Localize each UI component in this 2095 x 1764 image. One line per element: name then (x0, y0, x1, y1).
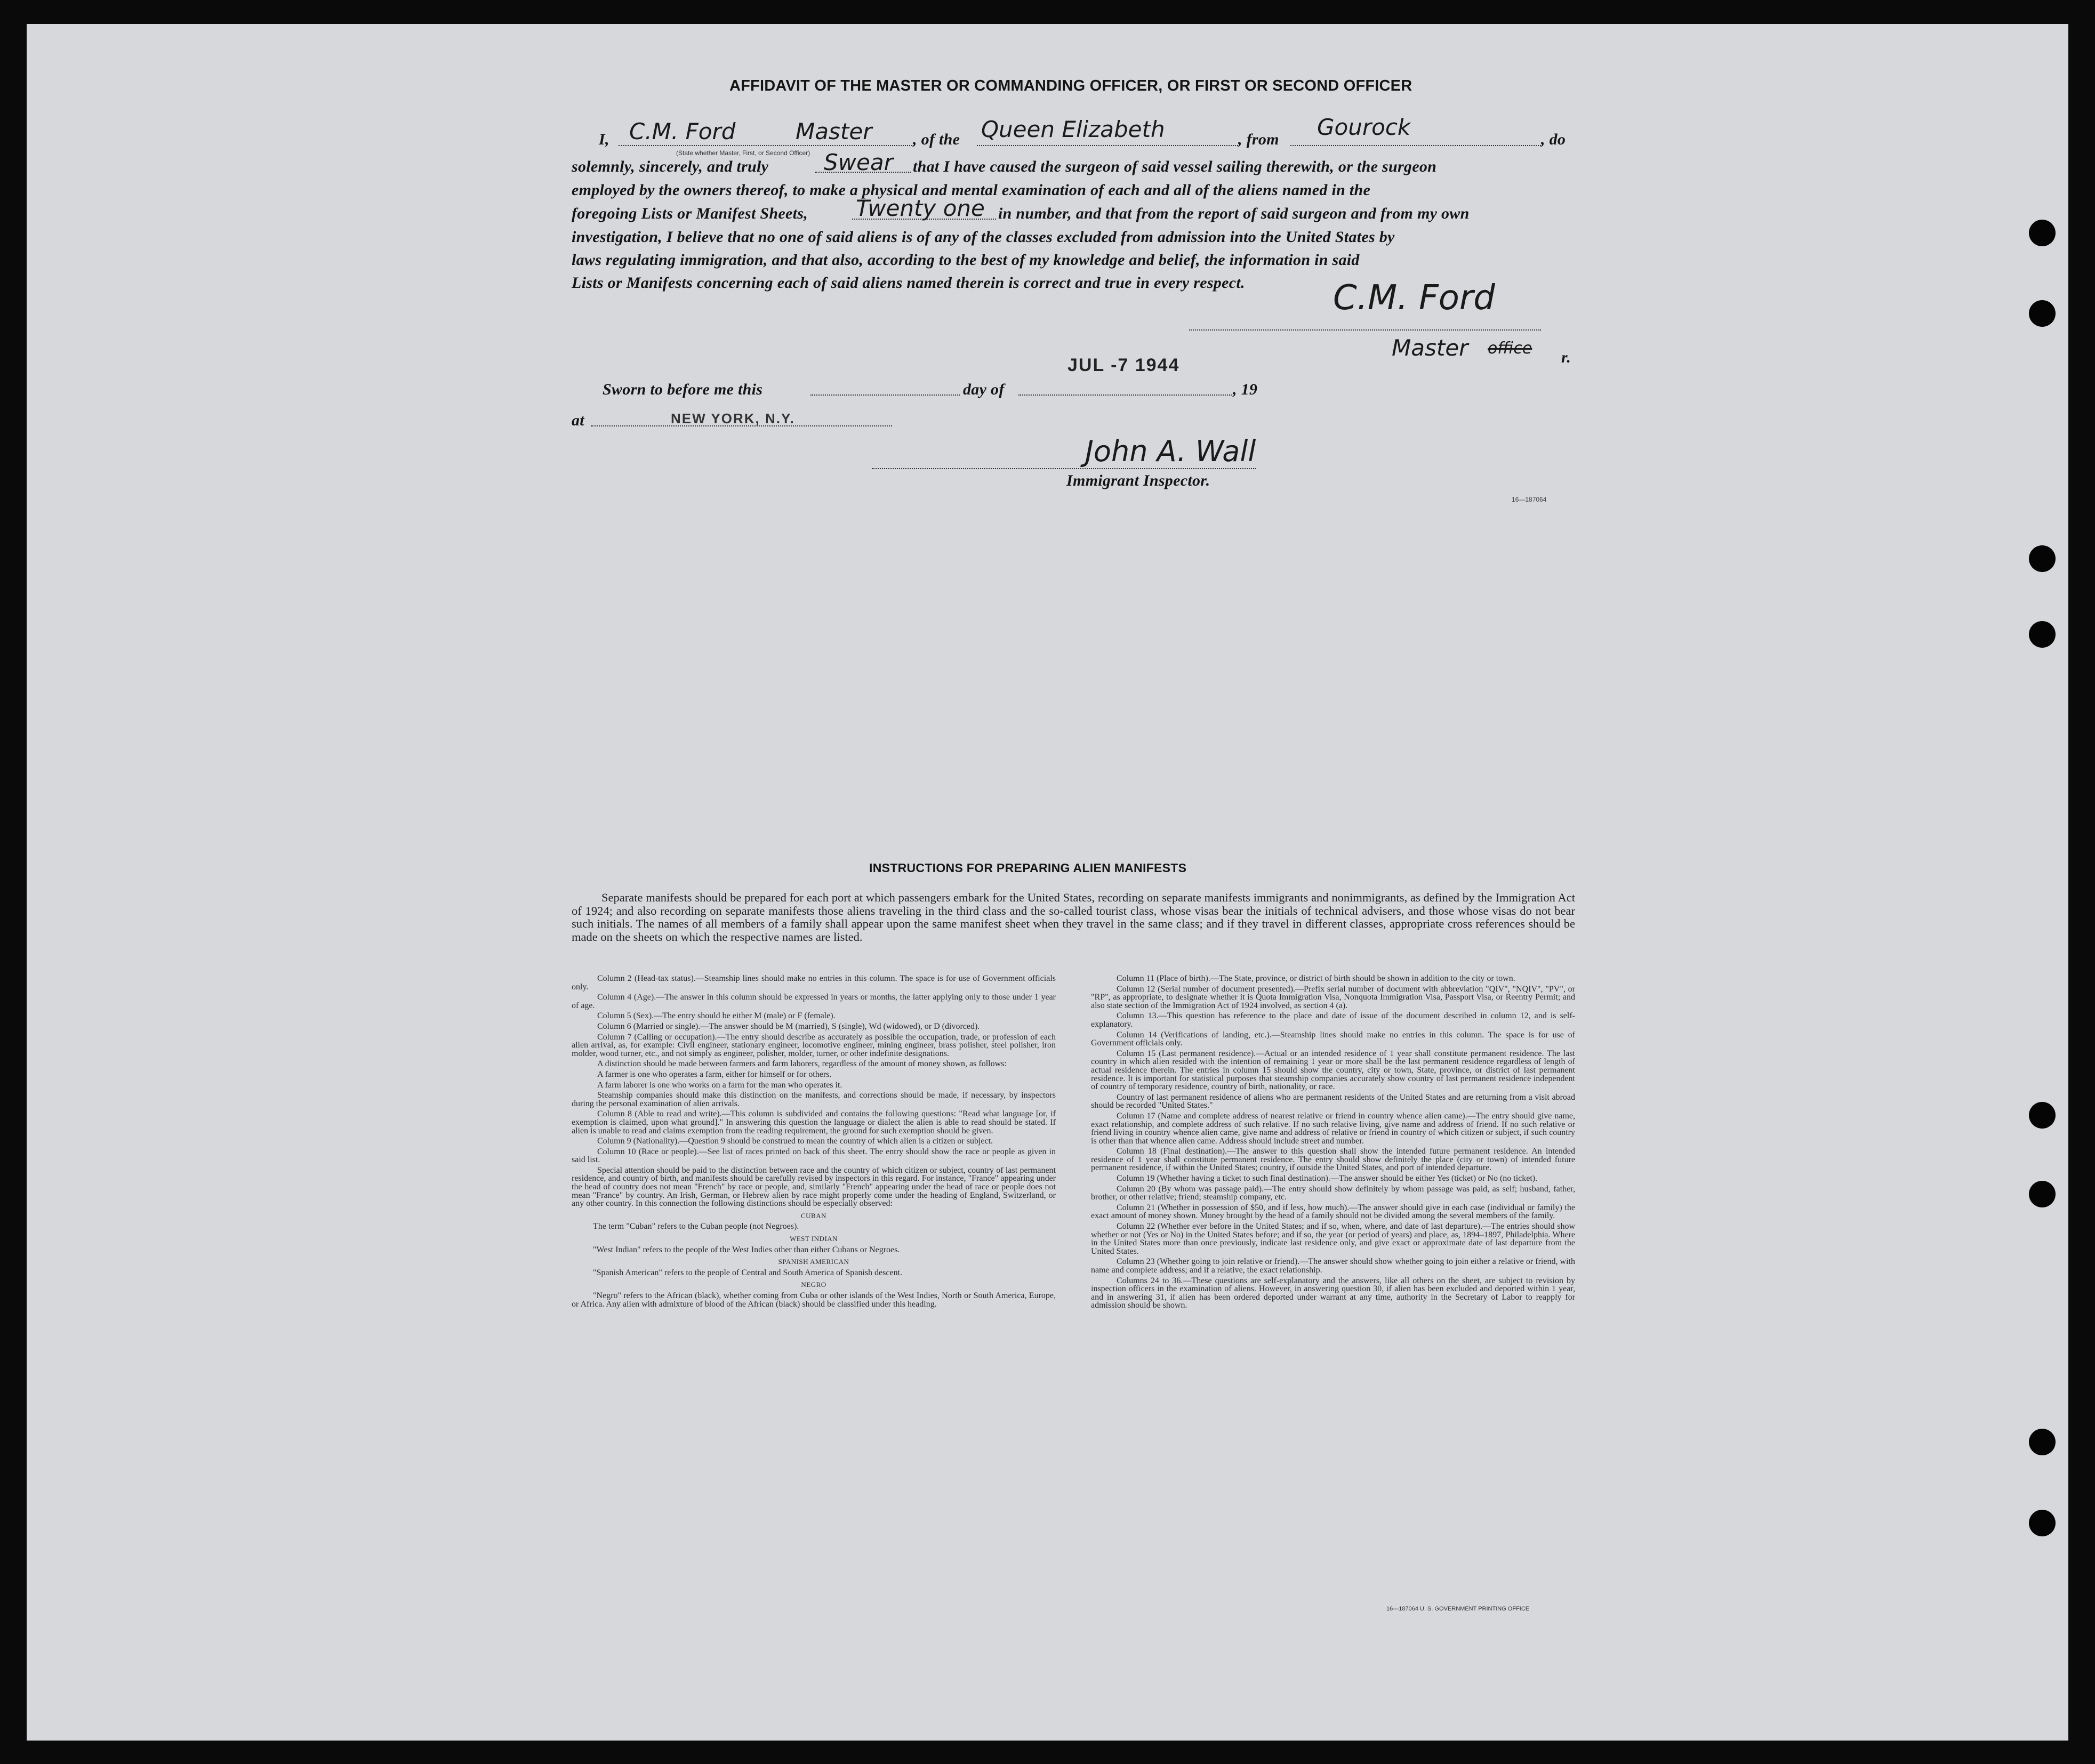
binder-hole (2029, 1181, 2056, 1207)
instruction-paragraph: Column 12 (Serial number of document presented).—Prefix serial number of document with abbreviation "QIV", "NQIV", "PV", or "RP", as appropriate, to designate whether it is Quota Immigration Visa, Nonquota Immigration Visa, Passport Visa, or Reentry Permit; and also state section of the Immigration Act of 1924 involved, as section 4 (a). (1091, 984, 1575, 1010)
race-heading: NEGRO (801, 1280, 826, 1289)
master-title-handwritten: Master (1392, 335, 1468, 361)
instruction-paragraph: Column 8 (Able to read and write).—This column is subdivided and contains the following questions: "Read what language [or, if exemption is claimed, upon what ground]." In answering this question the language or dialect the alien is able to read should be stated. If alien is unable to read and claims exemption from the reading requirement, the ground for such exemption should be given. (572, 1109, 1056, 1135)
instruction-paragraph: Column 17 (Name and complete address of nearest relative or friend in country whence alien came).—The entry should give name, exact relationship, and complete address of such relative. If no such relative living, give name and address of friend. If no such relative or friend living in country whence alien came, give name and address of relative or friend in country of which citizen or subject, if such country is other than that whence alien came. Address should include street and number. (1091, 1111, 1575, 1146)
affidavit-do-text: , do (1541, 131, 1566, 148)
instruction-paragraph: Columns 24 to 36.—These questions are self-explanatory and the answers, like all others on the sheet, are subject to revision by inspection officers in the examination of aliens. However, in answering question 30, if alien has been excluded and deported within 1 year, and in answering 31, if alien has been ordered deported under warrant at any time, authority in the Secretary of Labor to reapply for admission should be shown. (1091, 1276, 1575, 1310)
instructions-right-column (1091, 974, 1575, 1614)
affidavit-line5: investigation, I believe that no one of said aliens is of any of the classes excluded from admission into the United States by (572, 228, 1395, 246)
master-signature: C.M. Ford (1333, 278, 1495, 318)
instruction-paragraph: Column 6 (Married or single).—The answer should be M (married), S (single), Wd (widowed), or D (divorced). (597, 1021, 980, 1031)
oath-handwritten: Swear (824, 149, 893, 175)
signature-rule (1189, 329, 1541, 331)
sheets-handwritten: Twenty one (856, 195, 985, 221)
binder-hole (2029, 300, 2056, 327)
instruction-paragraph: A farmer is one who operates a farm, either for himself or for others. (597, 1069, 832, 1079)
sworn-day-rule (810, 394, 960, 396)
instruction-paragraph: Column 21 (Whether in possession of $50, and if less, how much).—The answer should give in each case (individual or family) the exact amount of money shown. Money brought by the head of a family should not be divided among the several members of the family. (1091, 1203, 1575, 1221)
sworn-year-text: , 19 (1233, 381, 1258, 398)
officer-suffix: r. (1561, 349, 1571, 366)
instruction-paragraph: Column 7 (Calling or occupation).—The entry should describe as accurately as possible the occupation, trade, or profession of each alien arrival, as, for example: Civil engineer, stationary engineer, locomotive engineer, mining engineer, brass polisher, steel polisher, iron molder, wood turner, etc., and not simply as engineer, polisher, molder, turner, or other indefinite designations. (572, 1032, 1056, 1058)
inspector-label: Immigrant Inspector. (1066, 472, 1210, 489)
affidavit-title: AFFIDAVIT OF THE MASTER OR COMMANDING OFFICER, OR FIRST OR SECOND OFFICER (729, 77, 1412, 94)
instruction-paragraph: Column 23 (Whether going to join relative or friend).—The answer should show whether going to join either a relative or friend, with name and complete address; and if a relative, the exact relationship. (1091, 1257, 1575, 1275)
race-heading: WEST INDIAN (789, 1235, 838, 1243)
affidavit-line6: laws regulating immigration, and that also, according to the best of my knowledge and belief, the information in said (572, 251, 1360, 269)
binder-hole (2029, 545, 2056, 572)
affidavit-line2-post: that I have caused the surgeon of said vessel sailing therewith, or the surgeon (913, 158, 1437, 175)
instruction-paragraph: Column 13.—This question has reference to the place and date of issue of the document described in column 12, and is self-explanatory. (1091, 1011, 1575, 1029)
instruction-paragraph: A distinction should be made between farmers and farm laborers, regardless of the amount of money shown, as follows: (597, 1059, 1007, 1069)
port-rule (1290, 145, 1541, 146)
instruction-paragraph: Column 22 (Whether ever before in the United States; and if so, when, where, and date of last departure).—The entries should show whether or not (Yes or No) in the United States before; and if so, the year (or period of years) and place, as, 1894–1897, Philadelphia. Where in the United States more than once previously, indicate last residence only, and give exact or approximate date of last departure from the United States. (1091, 1222, 1575, 1256)
vessel-handwritten: Queen Elizabeth (981, 116, 1165, 142)
sworn-text: Sworn to before me this (603, 381, 763, 398)
inspector-signature: John A. Wall (1085, 434, 1256, 468)
instruction-paragraph: Column 5 (Sex).—The entry should be either M (male) or F (female). (597, 1011, 836, 1021)
race-note: "Negro" refers to the African (black), whether coming from Cuba or other islands of the West Indies, North or South America, Europe, or Africa. Any alien with admixture of blood of the African (black) should be classified under this heading. (572, 1291, 1056, 1309)
instruction-paragraph: Column 14 (Verifications of landing, etc.).—Steamship lines should make no entries in this column. The space is for use of Government officials only. (1091, 1030, 1575, 1048)
instruction-paragraph: Special attention should be paid to the distinction between race and the country of which citizen or subject, country of last permanent residence, and country of birth, and manifests should be carefully revised by inspectors in this regard. For instance, "France" appearing under the head of country does not mean "French" by race or people, and, similarly "French" appearing under the head of race or people does not mean "France" by country. An Irish, German, or Hebrew alien by race might properly come under the heading of England, Switzerland, or any other country. In this connection the following distinctions should be especially observed: (572, 1165, 1056, 1209)
binder-hole (2029, 1510, 2056, 1536)
affidavit-of-the-text: , of the (913, 131, 960, 148)
instruction-paragraph: Column 4 (Age).—The answer in this column should be expressed in years or months, the latter applying only to those under 1 year of age. (572, 993, 1056, 1010)
at-text: at (572, 412, 584, 429)
instruction-paragraph: Column 2 (Head-tax status).—Steamship lines should make no entries in this column. The space is for use of Government officials only. (572, 974, 1056, 992)
race-note: "Spanish American" refers to the people of Central and South America of Spanish descent. (593, 1268, 903, 1277)
affidavit-line7: Lists or Manifests concerning each of said aliens named therein is correct and true in every respect. (572, 274, 1245, 292)
port-handwritten: Gourock (1317, 114, 1411, 140)
race-heading: SPANISH AMERICAN (778, 1258, 849, 1266)
instruction-paragraph: Column 10 (Race or people).—See list of races printed on back of this sheet. The entry should show the race or people as given in said list. (572, 1147, 1056, 1165)
date-stamp: JUL -7 1944 (1067, 355, 1180, 375)
affidavit-i-text: I, (599, 131, 609, 148)
place-stamp: NEW YORK, N.Y. (671, 410, 795, 426)
officer-name-handwritten: C.M. Ford (629, 118, 736, 144)
sworn-month-rule (1018, 394, 1232, 396)
vessel-rule (977, 145, 1238, 146)
binder-hole (2029, 1102, 2056, 1129)
rank-note: (State whether Master, First, or Second Officer) (676, 149, 810, 157)
affidavit-line4-post: in number, and that from the report of said surgeon and from my own (998, 205, 1470, 222)
form-number: 16—187064 (1512, 496, 1547, 503)
instruction-paragraph: A farm laborer is one who works on a farm for the man who operates it. (597, 1080, 842, 1090)
instruction-paragraph: Column 11 (Place of birth).—The State, province, or district of birth should be shown in addition to the city or town. (1117, 974, 1515, 983)
affidavit-line3: employed by the owners thereof, to make a physical and mental examination of each and all of the aliens named in the (572, 181, 1371, 199)
crossed-out-word: office (1488, 339, 1532, 358)
instruction-paragraph: Column 18 (Final destination).—The answer to this question shall show the intended future permanent residence. An intended residence of 1 year shall constitute permanent residence. The entry should show definitely the place (city or town) of intended future permanent residence, if within the United States; country, if outside the United States, and port of intended departure. (1091, 1147, 1575, 1173)
binder-hole (2029, 220, 2056, 246)
race-note: "West Indian" refers to the people of the West Indies other than either Cubans or Negroes. (593, 1245, 900, 1254)
affidavit-line4-pre: foregoing Lists or Manifest Sheets, (572, 205, 808, 222)
rank-handwritten: Master (796, 118, 872, 144)
race-heading: CUBAN (800, 1211, 826, 1220)
instruction-paragraph: Column 9 (Nationality).—Question 9 should be construed to mean the country of which alien is a citizen or subject. (597, 1137, 993, 1146)
instruction-paragraph: Column 20 (By whom was passage paid).—The entry should show definitely by whom passage was paid, as self; husband, father, brother, or other relative; friend; steamship company, etc. (1091, 1184, 1575, 1202)
binder-hole (2029, 621, 2056, 648)
instructions-intro: Separate manifests should be prepared for each port at which passengers embark for the United States, recording on separate manifests immigrants and nonimmigrants, as defined by the Immigration Act of 1924; and also recording on separate manifests those aliens traveling in the third class and the so-called tourist class, whose visas bear the initials of technical advisers, and those whose visas do not bear such initials. The names of all members of a family shall appear upon the same manifest sheet when they travel in the same class; and if they travel in different classes, appropriate cross references should be made on the sheets on which the respective names are listed. (572, 891, 1575, 944)
instruction-paragraph: Country of last permanent residence of aliens who are permanent residents of the United States and are returning from a visit abroad should be recorded "United States." (1091, 1092, 1575, 1110)
instructions-title: INSTRUCTIONS FOR PREPARING ALIEN MANIFESTS (869, 861, 1187, 875)
affidavit-from-text: , from (1238, 131, 1279, 148)
instructions-left-column (572, 974, 1056, 1614)
instruction-paragraph: Column 19 (Whether having a ticket to such final destination).—The answer should be either Yes (ticket) or No (no ticket). (1117, 1174, 1538, 1183)
race-note: The term "Cuban" refers to the Cuban people (not Negroes). (593, 1222, 799, 1231)
officer-name-rule (619, 145, 914, 146)
instruction-paragraph: Column 15 (Last permanent residence).—Actual or an intended residence of 1 year shall constitute permanent residence. The last country in which alien resided with the intention of remaining 1 year or more shall be the last permanent residence regardless of length of actual residence therein. The entries in column 15 should show the country, city or town, State, province, or district of last permanent residence. It is important for statistical purposes that steamship companies accurately show country of last permanent residence independent of country of temporary residence, country of birth, nationality, or race. (1091, 1049, 1575, 1092)
sworn-day-of-text: day of (963, 381, 1005, 398)
inspector-rule (872, 468, 1256, 469)
affidavit-line2-pre: solemnly, sincerely, and truly (572, 158, 769, 175)
instruction-paragraph: Steamship companies should make this distinction on the manifests, and corrections should be made, if necessary, by inspectors during the personal examination of alien arrivals. (572, 1091, 1056, 1108)
printing-office-footer: 16—187064 U. S. GOVERNMENT PRINTING OFFICE (1386, 1606, 1530, 1612)
binder-hole (2029, 1429, 2056, 1455)
